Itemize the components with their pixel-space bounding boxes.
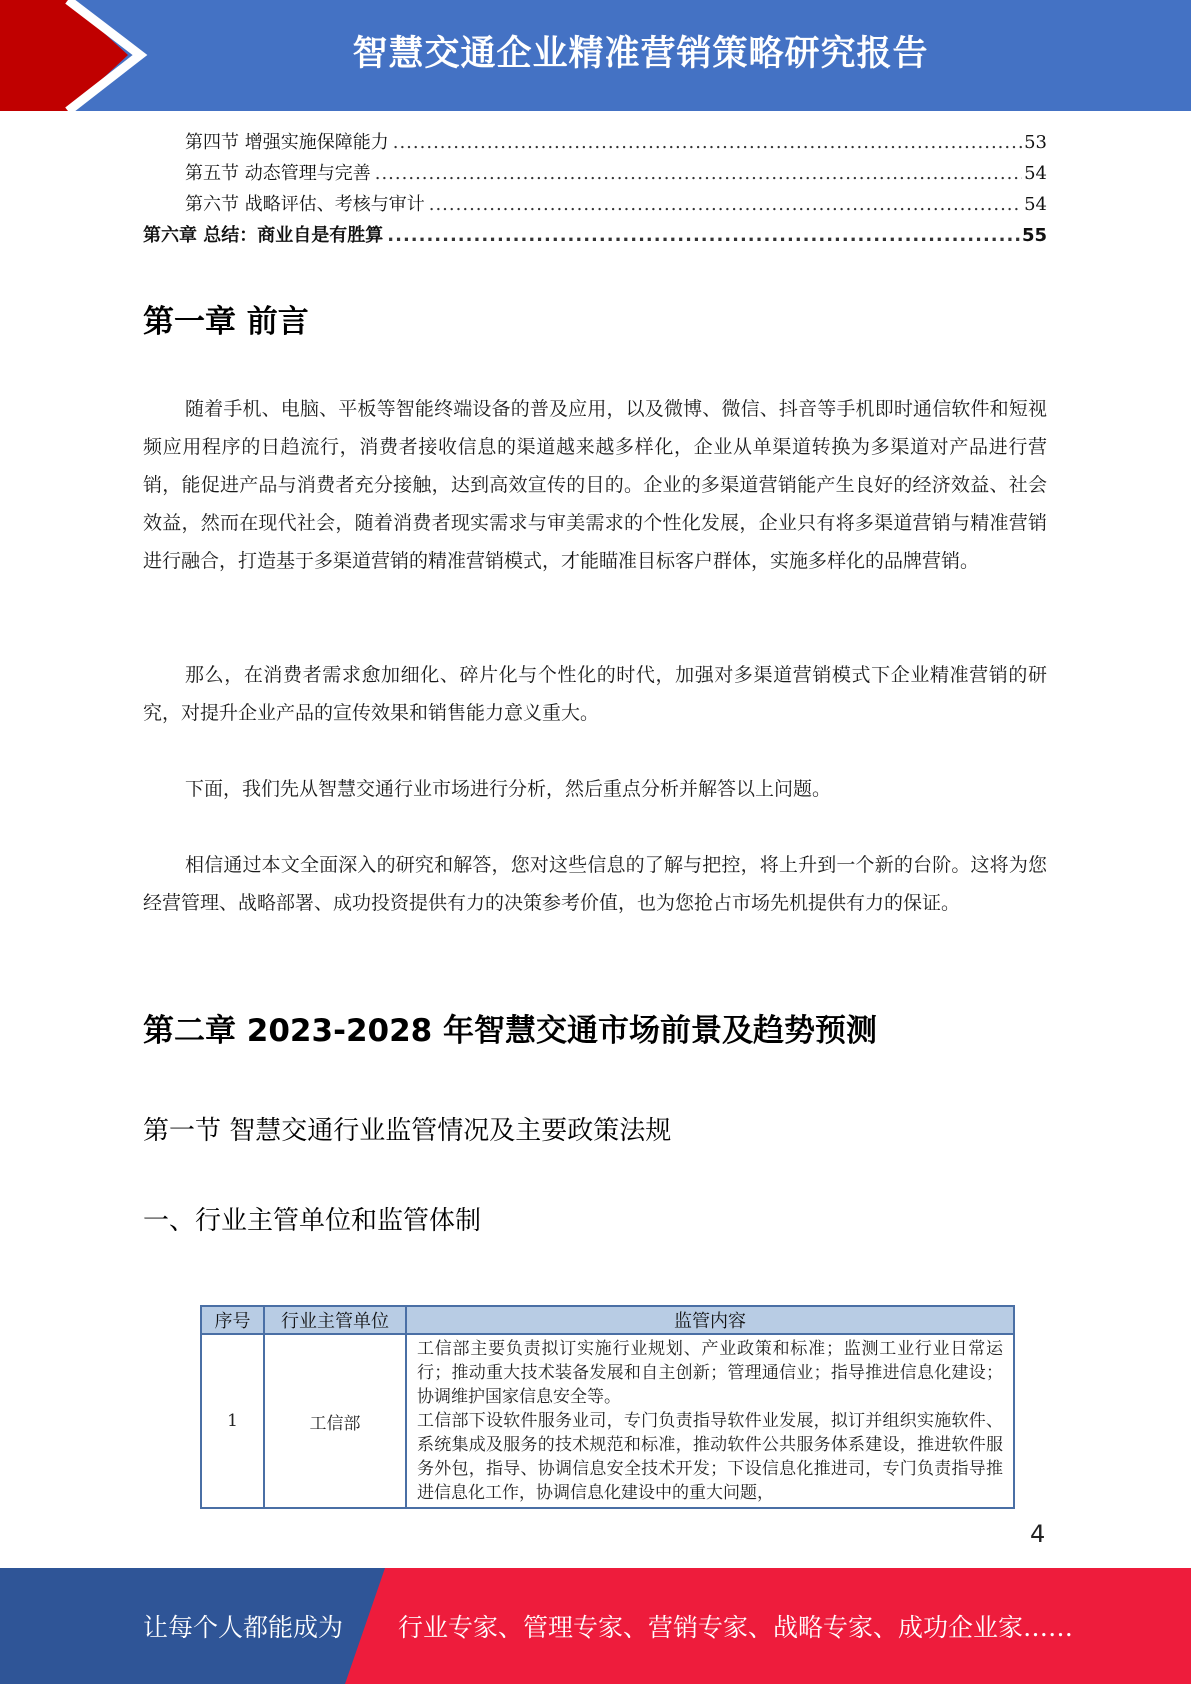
- column-header: 序号: [201, 1306, 264, 1334]
- toc-leader-dots: [387, 225, 1020, 246]
- content-text: 工信部下设软件服务业司，专门负责指导软件业发展，拟订并组织实施软件、系统集成及服务的技术规范和标准，推动软件公共服务体系建设，推进软件服务外包，指导、协调信息安全技术开发；下设信息化推进司，专门负责指导推进信息化工作，协调信息化建设中的重大问题，: [417, 1411, 1003, 1503]
- chapter-2-heading: 第二章 2023-2028 年智慧交通市场前景及趋势预测: [143, 1013, 878, 1049]
- page-footer: [0, 1568, 1191, 1684]
- table-row: [201, 1334, 1014, 1508]
- paragraph: 相信通过本文全面深入的研究和解答，您对这些信息的了解与把控，将上升到一个新的台阶。这将为您经营管理、战略部署、成功投资提供有力的决策参考价值，也为您抢占市场先机提供有力的保证。: [143, 854, 1047, 914]
- cell-content: [406, 1334, 1014, 1508]
- toc-leader-dots: [429, 194, 1022, 215]
- table-of-contents: [143, 128, 1047, 252]
- paragraph: 那么，在消费者需求愈加细化、碎片化与个性化的时代，加强对多渠道营销模式下企业精准营销的研究，对提升企业产品的宣传效果和销售能力意义重大。: [143, 664, 1047, 724]
- toc-entry-page: 54: [1024, 194, 1047, 215]
- cell-number: 1: [201, 1334, 264, 1508]
- regulation-table: [200, 1305, 1015, 1509]
- toc-entry-page: 55: [1021, 225, 1047, 246]
- toc-entry-title: 第六节 战略评估、考核与审计: [185, 194, 425, 215]
- table-header-row: [201, 1306, 1014, 1334]
- toc-entry[interactable]: [143, 221, 1047, 252]
- toc-entry-title: 第六章 总结：商业自是有胜算: [143, 225, 384, 246]
- report-title: 智慧交通企业精准营销策略研究报告: [352, 34, 929, 74]
- column-header: 行业主管单位: [264, 1306, 406, 1334]
- toc-entry-page: 54: [1024, 163, 1047, 184]
- toc-entry[interactable]: [143, 190, 1047, 221]
- subsection-heading: 一、行业主管单位和监管体制: [143, 1206, 482, 1236]
- cell-unit: 工信部: [264, 1334, 406, 1508]
- section-heading: 第一节 智慧交通行业监管情况及主要政策法规: [143, 1116, 672, 1146]
- content-text: 工信部主要负责拟订实施行业规划、产业政策和标准；监测工业行业日常运行；推动重大技术装备发展和自主创新；管理通信业；指导推进信息化建设；协调维护国家信息安全等。: [417, 1339, 1003, 1407]
- toc-entry-title: 第四节 增强实施保障能力: [185, 132, 389, 153]
- toc-leader-dots: [375, 163, 1022, 184]
- column-header: 监管内容: [406, 1306, 1014, 1334]
- page-number: 4: [1030, 1520, 1046, 1548]
- toc-leader-dots: [393, 132, 1022, 153]
- footer-slogan-left: 让每个人都能成为: [143, 1613, 344, 1642]
- toc-entry-title: 第五节 动态管理与完善: [185, 163, 371, 184]
- toc-entry[interactable]: [143, 128, 1047, 159]
- toc-entry[interactable]: [143, 159, 1047, 190]
- footer-slogan-right: 行业专家、管理专家、营销专家、战略专家、成功企业家……: [398, 1613, 1074, 1642]
- page-header: [0, 0, 1191, 111]
- paragraph: 随着手机、电脑、平板等智能终端设备的普及应用，以及微博、微信、抖音等手机即时通信软件和短视频应用程序的日趋流行，消费者接收信息的渠道越来越多样化，企业从单渠道转换为多渠道对产品进行营销，能促进产品与消费者充分接触，达到高效宣传的目的。企业的多渠道营销能产生良好的经济效益、社会效益，然而在现代社会，随着消费者现实需求与审美需求的个性化发展，企业只有将多渠道营销与精准营销进行融合，打造基于多渠道营销的精准营销模式，才能瞄准目标客户群体，实施多样化的品牌营销。: [143, 398, 1047, 572]
- paragraph: 下面，我们先从智慧交通行业市场进行分析，然后重点分析并解答以上问题。: [185, 778, 832, 800]
- toc-entry-page: 53: [1024, 132, 1047, 153]
- chapter-1-heading: 第一章 前言: [143, 304, 309, 340]
